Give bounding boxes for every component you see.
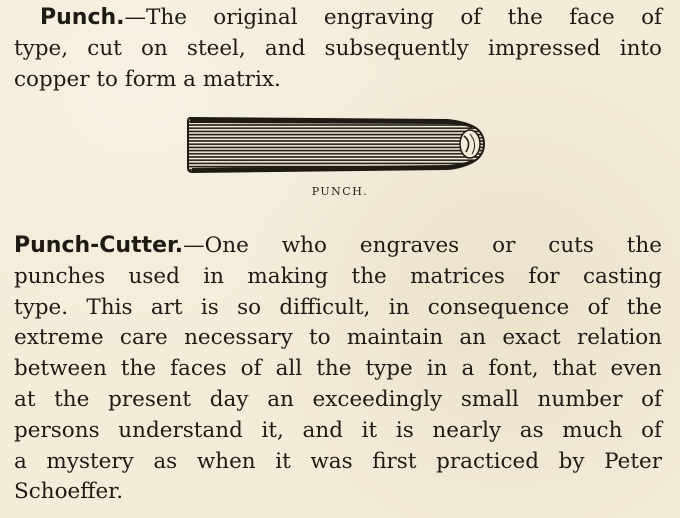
punch-illustration <box>186 114 486 176</box>
entry-line: type. This art is so difficult, in consequence of the <box>14 294 662 320</box>
entry-line: extreme care necessary to maintain an exact relation <box>14 325 662 351</box>
headword-punch: Punch. <box>40 5 125 30</box>
definition-text: —One who engraves or cuts the <box>183 233 662 258</box>
entry-line: a mystery as when it was first practiced by Peter <box>14 448 662 474</box>
entry-line: type, cut on steel, and subsequently impressed into <box>14 35 662 61</box>
definition-text: —The original engraving of the face of <box>124 5 662 30</box>
entry-line: persons understand it, and it is nearly as much of <box>14 417 662 443</box>
entry-punch <box>14 3 662 95</box>
figure-caption: PUNCH. <box>311 185 369 198</box>
entry-line: copper to form a matrix. <box>14 66 281 92</box>
entry-line: Schoeffer. <box>14 479 124 505</box>
entry-line: punches used in making the matrices for casting <box>14 263 662 289</box>
headword-punch-cutter: Punch-Cutter. <box>14 233 184 258</box>
entry-line: at the present day an exceedingly small number of <box>14 386 662 412</box>
entry-punch-cutter <box>14 231 662 508</box>
entry-line <box>14 3 662 34</box>
entry-line <box>14 231 662 262</box>
entry-line: between the faces of all the type in a font, that even <box>14 356 662 382</box>
